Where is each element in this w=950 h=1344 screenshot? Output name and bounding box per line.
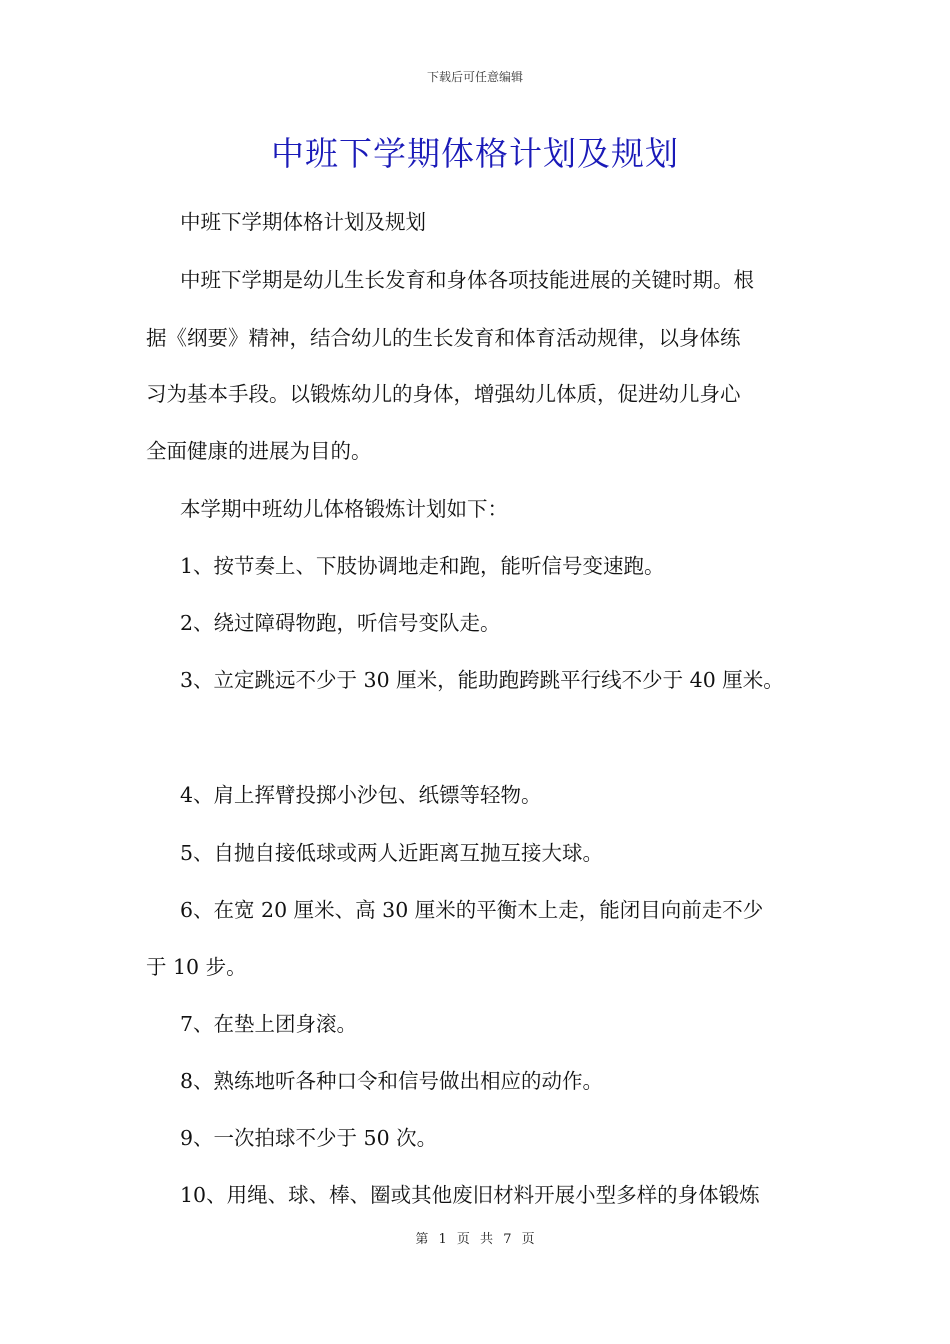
page-number: 第 1 页 共 7 页 (415, 1232, 535, 1247)
list-item: 10、用绳、球、棒、圈或其他废旧材料开展小型多样的身体锻炼 (180, 1183, 760, 1207)
list-item: 6、在宽 20 厘米、高 30 厘米的平衡木上走，能闭目向前走不少 (180, 898, 764, 922)
paragraph-line: 本学期中班幼儿体格锻炼计划如下： (180, 497, 508, 521)
list-item: 4、肩上挥臂投掷小沙包、纸镖等轻物。 (180, 783, 542, 807)
paragraph-line: 中班下学期是幼儿生长发育和身体各项技能进展的关键时期。根 (180, 268, 754, 292)
paragraph-line: 据《纲要》精神，结合幼儿的生长发育和体育活动规律，以身体练 (146, 326, 741, 350)
list-item: 1、按节奏上、下肢协调地走和跑，能听信号变速跑。 (180, 554, 665, 578)
header-note: 下载后可任意编辑 (426, 70, 523, 84)
list-item-continuation: 于 10 步。 (146, 955, 247, 979)
list-item: 3、立定跳远不少于 30 厘米，能助跑跨跳平行线不少于 40 厘米。 (180, 668, 784, 692)
paragraph-line: 习为基本手段。以锻炼幼儿的身体，增强幼儿体质，促进幼儿身心 (146, 382, 741, 406)
list-item: 8、熟练地听各种口令和信号做出相应的动作。 (180, 1069, 604, 1093)
subtitle-line: 中班下学期体格计划及规划 (180, 210, 426, 234)
document-title: 中班下学期体格计划及规划 (271, 134, 679, 173)
list-item: 2、绕过障碍物跑，听信号变队走。 (180, 611, 501, 635)
paragraph-line: 全面健康的进展为目的。 (146, 439, 372, 463)
list-item: 7、在垫上团身滚。 (180, 1012, 358, 1036)
list-item: 5、自抛自接低球或两人近距离互抛互接大球。 (180, 841, 604, 865)
list-item: 9、一次拍球不少于 50 次。 (180, 1126, 438, 1150)
